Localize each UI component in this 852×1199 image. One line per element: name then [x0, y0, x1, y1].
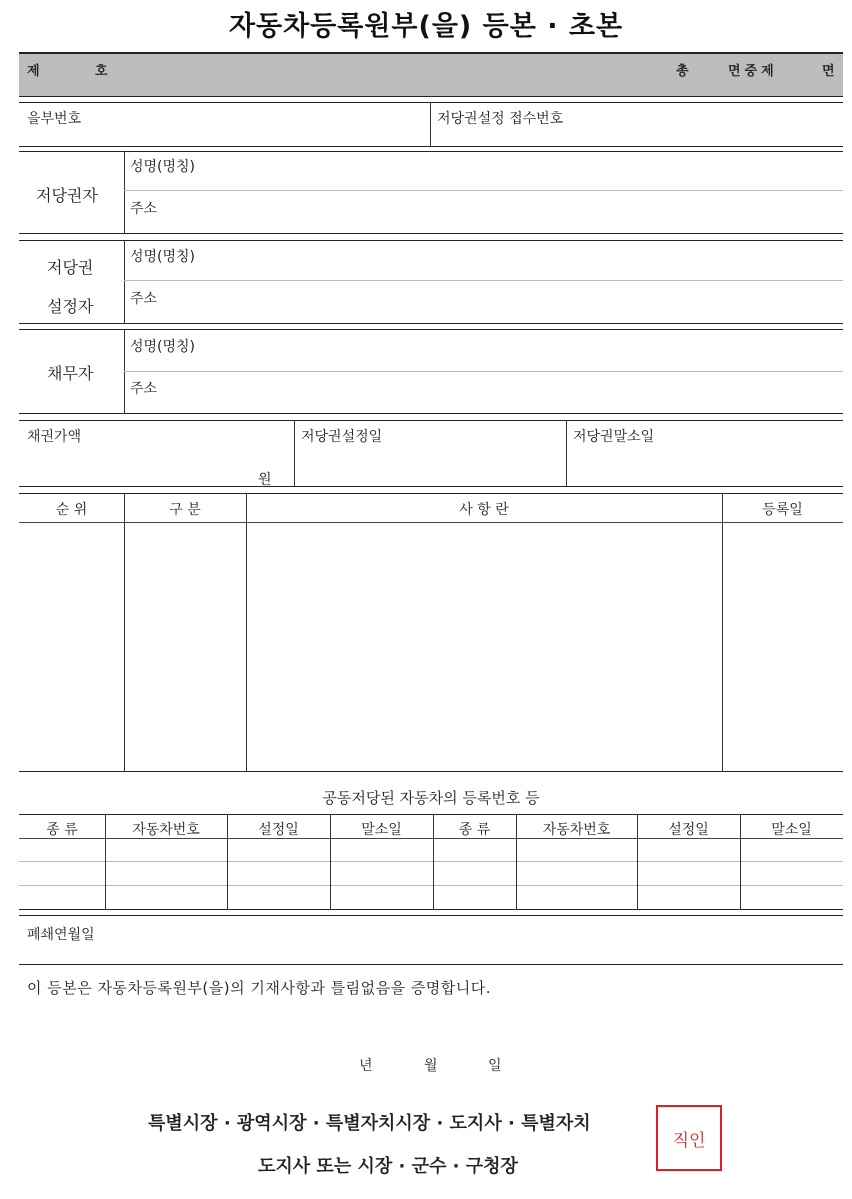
divider	[330, 814, 331, 909]
divider	[740, 814, 741, 909]
divider	[105, 814, 106, 909]
divider	[19, 233, 843, 234]
currency-unit: 원	[258, 472, 272, 488]
divider	[124, 280, 843, 281]
history-col-rank: 순 위	[55, 502, 88, 518]
header-band	[19, 52, 843, 96]
divider	[124, 151, 125, 233]
mortgage-set-date-label: 저당권설정일	[301, 429, 383, 445]
divider	[19, 885, 843, 886]
no-label: 제	[27, 64, 40, 79]
date-year: 년	[359, 1058, 373, 1074]
history-col-details: 사 항 란	[459, 502, 509, 518]
mortgagee-name-label: 성명(명칭)	[130, 159, 196, 175]
joint-col-set-date-2: 설정일	[668, 822, 709, 838]
divider	[637, 814, 638, 909]
mortgagee-address-label: 주소	[130, 201, 158, 217]
divider	[19, 522, 843, 523]
divider	[19, 915, 843, 916]
divider	[19, 964, 843, 965]
debtor-name-label: 성명(명칭)	[130, 339, 196, 355]
divider	[516, 814, 517, 909]
divider	[19, 329, 843, 330]
joint-col-kind-1: 종 류	[46, 822, 78, 838]
date-month: 월	[424, 1058, 438, 1074]
page-label: 면중제	[728, 64, 778, 79]
mortgage-cancel-date-label: 저당권말소일	[573, 429, 655, 445]
divider	[430, 102, 431, 146]
divider	[19, 413, 843, 414]
divider	[19, 771, 843, 772]
closed-date-label: 폐쇄연월일	[27, 927, 95, 943]
history-col-reg-date: 등록일	[762, 502, 803, 518]
divider	[19, 486, 843, 487]
divider	[19, 146, 843, 147]
page-label-end: 면	[822, 64, 835, 79]
history-col-type: 구 분	[169, 502, 201, 518]
mortgagee-label: 저당권자	[36, 186, 98, 205]
divider	[124, 493, 125, 771]
divider	[19, 838, 843, 839]
mortgagor-address-label: 주소	[130, 291, 158, 307]
divider	[19, 814, 843, 815]
certification-text: 이 등본은 자동차등록원부(을)의 기재사항과 틀림없음을 증명합니다.	[27, 979, 492, 997]
mortgagor-name-label: 성명(명칭)	[130, 249, 196, 265]
divider	[19, 493, 843, 494]
divider	[124, 371, 843, 372]
issuer-line1: 특별시장 · 광역시장 · 특별자치시장 · 도지사 · 특별자치	[148, 1113, 591, 1134]
divider	[19, 102, 843, 103]
divider	[124, 240, 125, 323]
divider	[246, 493, 247, 771]
divider	[227, 814, 228, 909]
divider	[19, 240, 843, 241]
document-title: 자동차등록원부(을) 등본 · 초본	[228, 11, 624, 42]
eul-number-label: 을부번호	[27, 111, 82, 127]
joint-col-cancel-date-2: 말소일	[771, 822, 812, 838]
debtor-address-label: 주소	[130, 381, 158, 397]
divider	[19, 420, 843, 421]
mortgagor-label-line1: 저당권	[47, 258, 94, 277]
divider	[566, 420, 567, 486]
ho-label: 호	[95, 64, 108, 79]
divider	[722, 493, 723, 771]
total-label: 총	[676, 64, 689, 79]
joint-col-cancel-date-1: 말소일	[361, 822, 402, 838]
date-day: 일	[488, 1058, 502, 1074]
issuer-line2: 도지사 또는 시장 · 군수 · 구청장	[258, 1156, 518, 1177]
divider	[19, 323, 843, 324]
joint-col-vehicle-no-2: 자동차번호	[542, 822, 611, 838]
mortgage-receipt-label: 저당권설정 접수번호	[437, 111, 564, 127]
joint-col-set-date-1: 설정일	[258, 822, 299, 838]
divider	[433, 814, 434, 909]
divider	[19, 861, 843, 862]
divider	[19, 909, 843, 910]
debtor-label: 채무자	[47, 364, 94, 383]
joint-col-kind-2: 종 류	[458, 822, 491, 838]
claim-amount-label: 채권가액	[27, 429, 82, 445]
official-seal-box: 직인	[656, 1105, 722, 1171]
divider	[19, 96, 843, 97]
divider	[294, 420, 295, 486]
mortgagor-label-line2: 설정자	[47, 297, 94, 316]
joint-col-vehicle-no-1: 자동차번호	[132, 822, 200, 838]
joint-section-title: 공동저당된 자동차의 등록번호 등	[322, 789, 540, 807]
divider	[19, 151, 843, 152]
divider	[124, 190, 843, 191]
